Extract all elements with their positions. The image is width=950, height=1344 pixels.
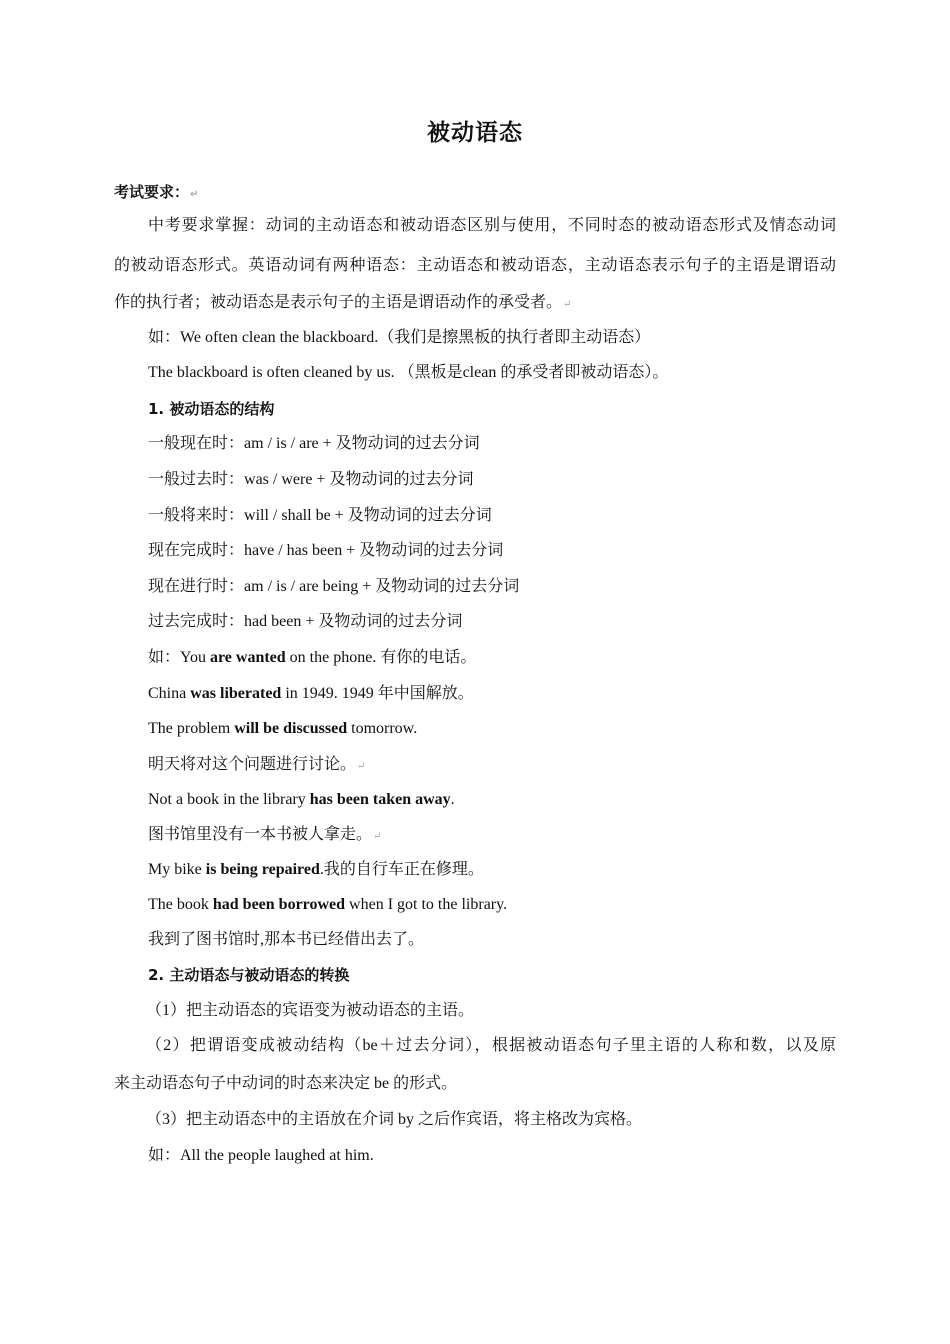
structure-past-perfect: 过去完成时：had been + 及物动词的过去分词: [148, 613, 463, 630]
example-line-6-translation: 我到了图书馆时,那本书已经借出去了。: [148, 931, 425, 948]
conversion-step-3: （3）把主动语态中的主语放在介词 by 之后作宾语，将主格改为宾格。: [146, 1111, 643, 1128]
section-2-heading: 2. 主动语态与被动语态的转换: [148, 966, 350, 984]
section-1-heading: 1. 被动语态的结构: [148, 400, 275, 418]
conversion-step-1: （1）把主动语态的宾语变为被动语态的主语。: [146, 1002, 475, 1019]
requirements-heading: 考试要求：↵: [114, 183, 199, 201]
requirements-para-line-3: 作的执行者；被动语态是表示句子的主语是谓语动作的承受者。↵: [114, 294, 572, 311]
requirements-para-line-1: 中考要求掌握：动词的主动语态和被动语态区别与使用，不同时态的被动语态形式及情态动词: [148, 217, 836, 234]
example-line-3-translation: 明天将对这个问题进行讨论。↵: [148, 756, 366, 773]
example-line-4: Not a book in the library has been taken away.: [148, 791, 455, 808]
structure-present-simple: 一般现在时：am / is / are + 及物动词的过去分词: [148, 435, 480, 452]
conversion-example: 如：All the people laughed at him.: [148, 1147, 374, 1164]
example-line-4-translation: 图书馆里没有一本书被人拿走。↵: [148, 826, 382, 843]
requirements-para-line-2: 的被动语态形式。英语动词有两种语态：主动语态和被动语态，主动语态表示句子的主语是谓语动: [114, 257, 836, 274]
structure-past-simple: 一般过去时：was / were + 及物动词的过去分词: [148, 471, 474, 488]
example-line-5: My bike is being repaired.我的自行车正在修理。: [148, 861, 484, 878]
page-title: 被动语态: [427, 120, 523, 146]
example-line-3: The problem will be discussed tomorrow.: [148, 720, 418, 737]
example-line-2: China was liberated in 1949. 1949 年中国解放。: [148, 685, 474, 702]
conversion-step-2-line-1: （2）把谓语变成被动结构（be＋过去分词），根据被动语态句子里主语的人称和数，以及原: [146, 1037, 836, 1054]
requirements-example-1: 如：We often clean the blackboard.（我们是擦黑板的执行者即主动语态）: [148, 329, 651, 346]
structure-present-continuous: 现在进行时：am / is / are being + 及物动词的过去分词: [148, 578, 520, 595]
structure-present-perfect: 现在完成时：have / has been + 及物动词的过去分词: [148, 542, 504, 559]
example-line-6: The book had been borrowed when I got to the library.: [148, 896, 508, 913]
conversion-step-2-line-2: 来主动语态句子中动词的时态来决定 be 的形式。: [114, 1075, 458, 1092]
requirements-example-2: The blackboard is often cleaned by us. （黑板是clean 的承受者即被动语态）。: [148, 364, 669, 381]
example-line-1: 如：You are wanted on the phone. 有你的电话。: [148, 649, 477, 666]
structure-future-simple: 一般将来时：will / shall be + 及物动词的过去分词: [148, 507, 492, 524]
